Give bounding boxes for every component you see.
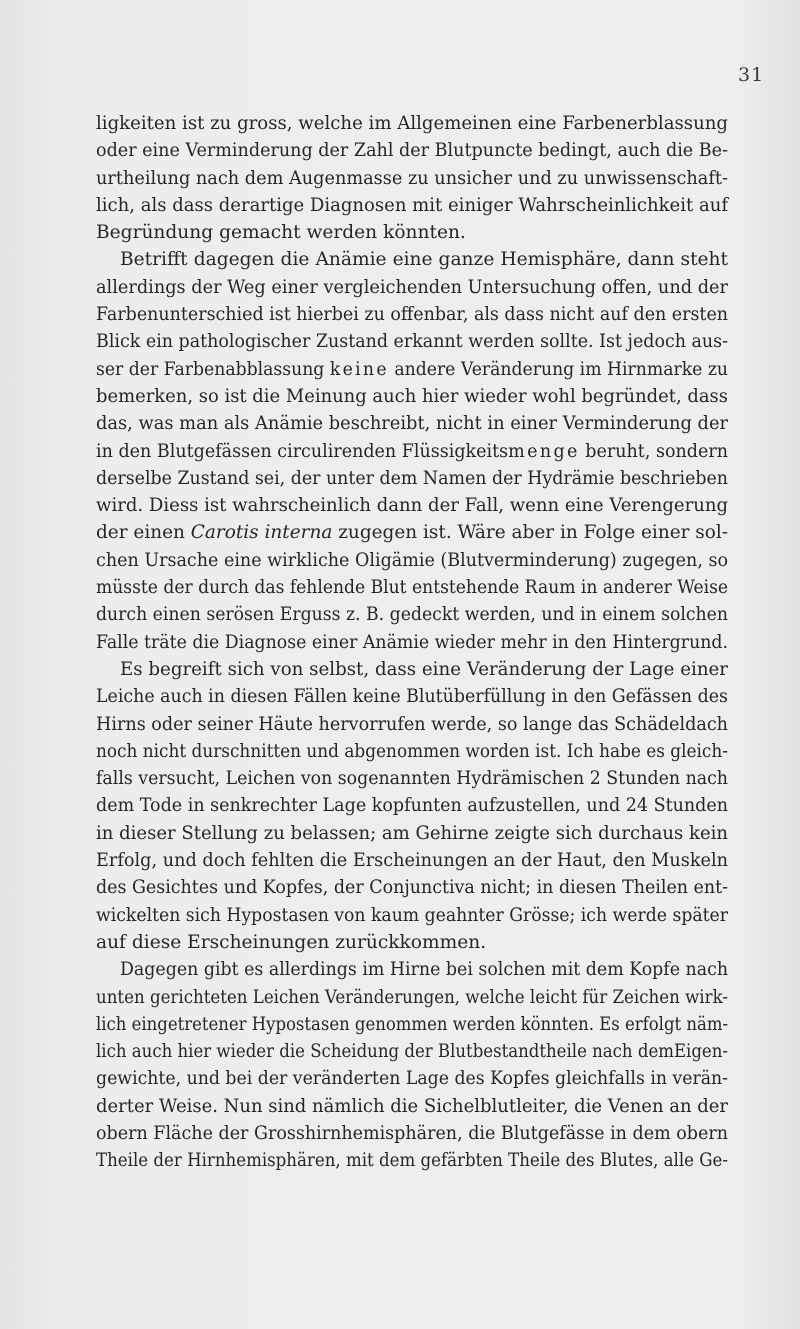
text-segment: in den Blutgefässen circulirenden Flüssigkeits [96, 440, 509, 462]
italic-term: Carotis interna [190, 522, 333, 544]
text-line [96, 438, 728, 465]
text-line: derter Weise. Nun sind nämlich die Sichelblutleiter, die Venen an der [96, 1095, 729, 1117]
text-segment: andere Veränderung im Hirnmarke zu [388, 358, 729, 380]
text-line: auf diese Erscheinungen zurückkommen. [96, 931, 487, 953]
text-line: Leiche auch in diesen Fällen keine Blutüberfüllung in den Gefässen des [96, 686, 728, 708]
page-number: 31 [738, 64, 765, 86]
text-segment: zugegen ist. Wäre aber in Folge einer sol- [332, 522, 729, 544]
text-line: lich, als dass derartige Diagnosen mit einiger Wahrscheinlichkeit auf [96, 194, 729, 216]
text-line: Es begreift sich von selbst, dass eine Veränderung der Lage einer [120, 658, 729, 680]
text-segment: beruht, sondern [579, 440, 728, 462]
spaced-emphasis: keine [329, 358, 389, 380]
text-line: Begründung gemacht werden könnten. [96, 222, 466, 244]
text-line: gewichte, und bei der veränderten Lage des Kopfes gleichfalls in verän- [96, 1068, 729, 1090]
text-line: wird. Diess ist wahrscheinlich dann der Fall, wenn eine Verengerung [96, 495, 729, 517]
text-line: unten gerichteten Leichen Veränderungen, welche leicht für Zeichen wirk- [96, 986, 728, 1008]
text-line: derselbe Zustand sei, der unter dem Namen der Hydrämie beschrieben [96, 467, 729, 489]
text-line: falls versucht, Leichen von sogenannten Hydrämischen 2 Stunden nach [96, 768, 728, 790]
spaced-emphasis: menge [508, 440, 580, 462]
text-line: lich auch hier wieder die Scheidung der Blutbestandtheile nach demEigen- [96, 1041, 728, 1063]
text-line: Betrifft dagegen die Anämie eine ganze Hemisphäre, dann steht [120, 249, 728, 271]
text-line: oder eine Verminderung der Zahl der Blutpuncte bedingt, auch die Be- [96, 140, 729, 162]
text-line: Blick ein pathologischer Zustand erkannt werden sollte. Ist jedoch aus- [96, 331, 728, 353]
text-line [96, 356, 728, 383]
body-text [96, 110, 728, 1175]
text-line: Farbenunterschied ist hierbei zu offenbar, als dass nicht auf den ersten [96, 304, 729, 326]
text-segment: der einen [96, 522, 191, 544]
text-line: lich eingetretener Hypostasen genommen werden könnten. Es erfolgt näm- [96, 1013, 729, 1035]
text-line: dem Tode in senkrechter Lage kopfunten aufzustellen, und 24 Stunden [96, 795, 729, 817]
text-line: wickelten sich Hypostasen von kaum geahnter Grösse; ich werde später [96, 904, 729, 926]
text-line: Falle träte die Diagnose einer Anämie wieder mehr in den Hintergrund. [96, 631, 729, 653]
text-segment: ser der Farbenabblassung [96, 358, 330, 380]
text-line: obern Fläche der Grosshirnhemisphären, die Blutgefässe in dem obern [96, 1122, 728, 1144]
text-line: ligkeiten ist zu gross, welche im Allgemeinen eine Farbenerblassung [96, 113, 728, 134]
text-line [96, 519, 728, 546]
text-line: urtheilung nach dem Augenmasse zu unsicher und zu unwissenschaft- [96, 167, 729, 189]
text-line: Hirns oder seiner Häute hervorrufen werde, so lange das Schädeldach [96, 713, 729, 735]
text-line: Erfolg, und doch fehlten die Erscheinungen an der Haut, den Muskeln [96, 850, 729, 872]
text-line: in dieser Stellung zu belassen; am Gehirne zeigte sich durchaus kein [96, 822, 729, 844]
text-line: das, was man als Anämie beschreibt, nicht in einer Verminderung der [96, 413, 729, 435]
text-line: allerdings der Weg einer vergleichenden Untersuchung offen, und der [96, 276, 728, 298]
text-line: des Gesichtes und Kopfes, der Conjunctiva nicht; in diesen Theilen ent- [96, 877, 729, 899]
text-line: müsste der durch das fehlende Blut entstehende Raum in anderer Weise [96, 577, 729, 599]
text-line: chen Ursache eine wirkliche Oligämie (Blutverminderung) zugegen, so [96, 549, 729, 571]
text-line: Theile der Hirnhemisphären, mit dem gefärbten Theile des Blutes, alle Ge- [96, 1150, 729, 1172]
text-line: Dagegen gibt es allerdings im Hirne bei solchen mit dem Kopfe nach [120, 959, 729, 981]
text-line: noch nicht durschnitten und abgenommen worden ist. Ich habe es gleich- [96, 740, 728, 762]
text-line: durch einen serösen Erguss z. B. gedeckt werden, und in einem solchen [96, 604, 729, 626]
text-line: bemerken, so ist die Meinung auch hier wieder wohl begründet, dass [96, 385, 728, 407]
